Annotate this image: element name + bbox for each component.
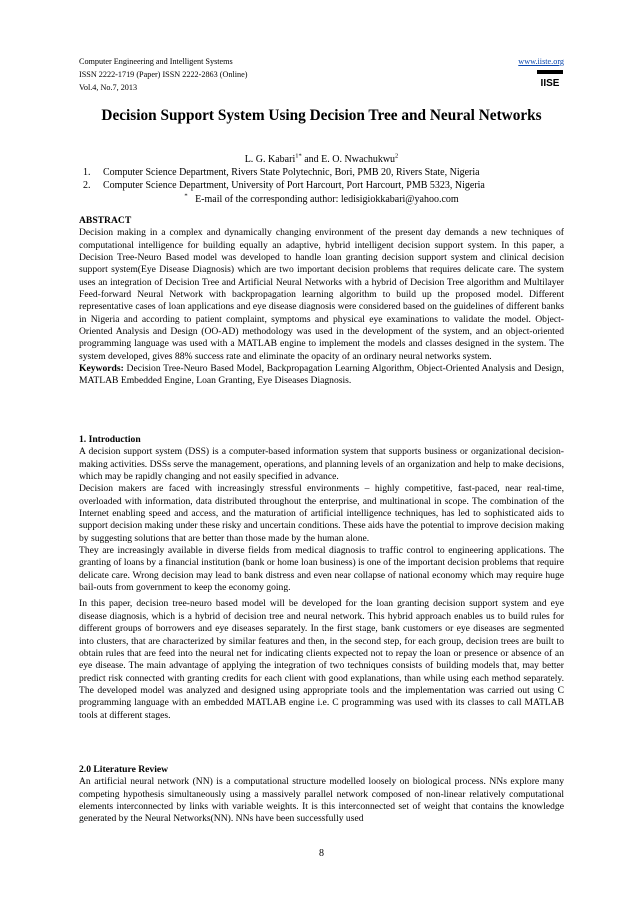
keywords <box>79 363 564 388</box>
author-1-mark: 1* <box>295 152 302 160</box>
journal-header <box>79 55 564 94</box>
keywords-label: Keywords: <box>79 363 124 375</box>
author-2-mark: 2 <box>395 152 399 160</box>
intro-paragraph-4: In this paper, decision tree-neuro based model will be developed for the loan granting decision support system and eye disease diagnosis, which is a hybrid of decision tree and neural network. This hybrid approach enables us to build rules for different groups of borrowers and eye diseases separately. In the first stage, bank customers or eye diseases are segmented into clusters, that are characterized by similar features and then, in the second step, for each group, decision trees are built to obtain rules that are feed into the neural net for indicating clients expected not to repay the loan or presence or absence of an eye disease. The main advantage of applying the integration of two techniques consists of building models that, may better predict risk connected with granting credits for each client with good explanations, than while using each method separately. The developed model was analyzed and designed using appropriate tools and the implementation was carried out using C programming language with an embedded MATLAB engine i.e. C programming was used with its classes to call MATLAB tools at different stages. <box>79 598 564 721</box>
author-1: L. G. Kabari <box>244 154 296 165</box>
literature-heading: 2.0 Literature Review <box>79 764 169 775</box>
journal-url-link[interactable]: www.iiste.org <box>518 57 564 66</box>
journal-volume: Vol.4, No.7, 2013 <box>79 83 138 92</box>
abstract-heading: ABSTRACT <box>79 215 132 226</box>
abstract-text: Decision making in a complex and dynamically changing environment of the present day demands a new techniques of computational intelligence for building equally an adaptive, hybrid intelligent decision support system. In this paper, a Decision Tree-Neuro Based model was developed to handle loan granting decision support system and clinical decision support system(Eye Disease Diagnosis) which are two important decision problems that requires delicate care. The system uses an integration of Decision Tree and Artificial Neural Networks with a hybrid of Decision Tree algorithm and Multilayer Feed-forward Neural Network with backpropagation learning algorithm to build up the proposed model. Different representative cases of loan applications and eye disease diagnosis were considered based on the guidelines of different banks in Nigeria and according to patient complaint, symptoms and physical eye examinations to validate the model. Object-Oriented Analysis and Design (OO-AD) methodology was used in the development of the system, and an object-oriented programming language was used with a MATLAB engine to implement the models and classes designed in the system. The system developed, gives 88% success rate and eliminate the opacity of an ordinary neural networks system. <box>79 227 564 362</box>
keywords-text: Decision Tree-Neuro Based Model, Backpropagation Learning Algorithm, Object-Oriented Analysis and Design, MATLAB Embedded Engine, Loan Granting, Eye Diseases Diagnosis. <box>79 363 564 387</box>
intro-paragraph-3: They are increasingly available in diverse fields from medical diagnosis to traffic control to engineering applications. The granting of loans by a financial institution (bank or home loan business) is one of the important decision problems that require delicate care. Wrong decision may lead to bank distress and even near collapse of national economy which may require huge bail-outs from government to keep the economy going. <box>79 545 564 594</box>
abstract-section <box>79 215 564 388</box>
iiste-logo-icon <box>536 69 564 91</box>
page-number: 8 <box>319 848 324 859</box>
affiliation-list <box>79 166 564 192</box>
email-mark: * <box>184 192 188 200</box>
author-line <box>79 153 564 166</box>
corresponding-email <box>79 193 564 206</box>
logo-text: IISE <box>540 78 560 89</box>
paper-title: Decision Support System Using Decision Tree and Neural Networks <box>101 107 542 124</box>
email-text: E-mail of the corresponding author: ledisigiokkabari@yahoo.com <box>195 194 459 205</box>
author-2: and E. O. Nwachukwu <box>301 154 396 165</box>
affiliation-item: 2. Computer Science Department, University of Port Harcourt, Port Harcourt, PMB 5323, Nigeria <box>83 180 485 191</box>
journal-name: Computer Engineering and Intelligent Systems <box>79 57 233 66</box>
journal-issn: ISSN 2222-1719 (Paper) ISSN 2222-2863 (Online) <box>79 70 248 79</box>
literature-section <box>79 764 564 826</box>
intro-paragraph-2: Decision makers are faced with increasingly stressful environments – highly competitive, fast-paced, near real-time, overloaded with information, data distributed throughout the enterprise, and multinational in scope. The combination of the Internet enabling speed and access, and the maturation of artificial intelligence techniques, has led to sophisticated aids to support decision making under these risky and uncertain conditions. These aids have the potential to improve decision making by suggesting solutions that are better than those made by the human alone. <box>79 483 564 544</box>
literature-paragraph-1: An artificial neural network (NN) is a computational structure modelled loosely on biological process. NNs explore many competing hypothesis simultaneously using a massively parallel network composed of non-linear relatively computational elements interconnected by links with variable weights. It is this interconnected set of weight that contains the knowledge generated by the Neural Networks(NN). NNs have been successfully used <box>79 776 564 825</box>
introduction-heading: 1. Introduction <box>79 434 141 445</box>
intro-paragraph-1: A decision support system (DSS) is a computer-based information system that supports business or organizational decision-making activities. DSSs serve the management, operations, and planning levels of an organization and help to make decisions, which may be rapidly changing and not easily specified in advance. <box>79 446 564 483</box>
introduction-section <box>79 434 564 722</box>
affiliation-item: 1. Computer Science Department, Rivers State Polytechnic, Bori, PMB 20, Rivers State, Nigeria <box>83 167 480 178</box>
